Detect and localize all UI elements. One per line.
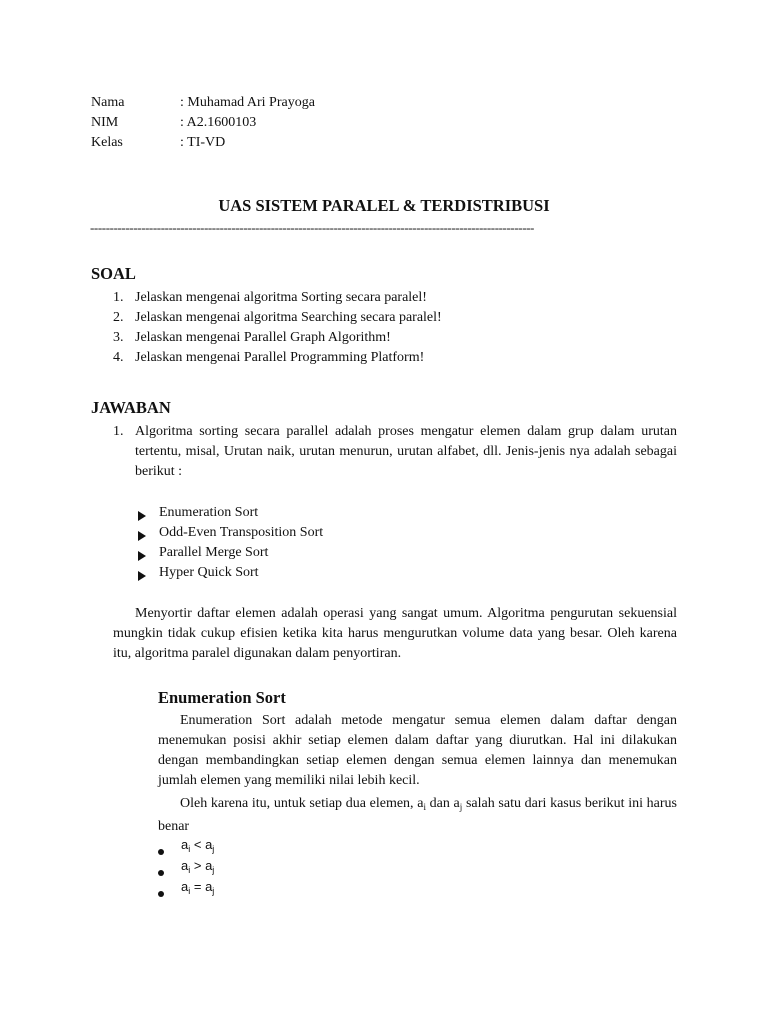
nim-value: : A2.1600103 (180, 115, 257, 130)
enumeration-cases-intro: Oleh karena itu, untuk setiap dua elemen, $a_i$ dan $a_j$ salah satu dari kasus berikut ini harus benar (158, 796, 677, 834)
answer-text: Algoritma sorting secara parallel adalah proses mengatur elemen dalam grup dalam urutan tertentu, misal, Urutan naik, urutan menurun, urutan alfabet, dll. Jenis-jenis nya adalah sebagai berikut : (135, 424, 677, 479)
bullet-icon (158, 842, 164, 860)
name-label: Nama (91, 95, 125, 110)
list-item: Odd-Even Transposition Sort (159, 525, 324, 540)
case-item: $a_i < a_j$ (181, 837, 215, 854)
nim-label: NIM (91, 115, 119, 130)
divider-line: ----------------------------------------------------------------------------------------------------------------- (90, 220, 534, 235)
list-item: Hyper Quick Sort (159, 565, 259, 580)
intro-paragraph: Menyortir daftar elemen adalah operasi yang sangat umum. Algoritma pengurutan sekuensial mungkin tidak cukup efisien ketika kita harus mengurutkan volume data yang besar. Oleh karena itu, algoritma paralel digunakan dalam penyortiran. (113, 606, 677, 661)
kelas-value: : TI-VD (180, 135, 226, 150)
answer-number: 1. (113, 424, 124, 439)
arrow-bullet-icon (138, 528, 146, 546)
kelas-label: Kelas (91, 135, 123, 150)
bullet-icon (158, 884, 164, 902)
list-item: Jelaskan mengenai Parallel Programming Platform! (135, 350, 425, 365)
soal-heading: SOAL (91, 264, 136, 283)
arrow-bullet-icon (138, 508, 146, 526)
list-item-number: 3. (113, 330, 124, 345)
name-value: : Muhamad Ari Prayoga (180, 95, 315, 110)
enumeration-heading: Enumeration Sort (158, 688, 286, 707)
arrow-bullet-icon (138, 568, 146, 586)
list-item: Jelaskan mengenai Parallel Graph Algorithm! (135, 330, 391, 345)
list-item: Parallel Merge Sort (159, 545, 269, 560)
enumeration-paragraph: Enumeration Sort adalah metode mengatur semua elemen dalam daftar dengan menemukan posisi akhir setiap elemen dalam daftar yang diurutkan. Hal ini dilakukan dengan membandingkan setiap elemen dengan semua elemen lainnya dan menemukan jumlah elemen yang memiliki nilai lebih kecil. (158, 713, 677, 788)
case-item: $a_i = a_j$ (181, 879, 215, 896)
jawaban-heading: JAWABAN (91, 398, 171, 417)
case-item: $a_i > a_j$ (181, 858, 215, 875)
list-item-number: 4. (113, 350, 124, 365)
list-item: Enumeration Sort (159, 505, 259, 520)
bullet-icon (158, 863, 164, 881)
arrow-bullet-icon (138, 548, 146, 566)
list-item-number: 1. (113, 290, 124, 305)
list-item: Jelaskan mengenai algoritma Sorting secara paralel! (135, 290, 427, 305)
page-title: UAS SISTEM PARALEL & TERDISTRIBUSI (218, 196, 550, 215)
list-item: Jelaskan mengenai algoritma Searching secara paralel! (135, 310, 442, 325)
list-item-number: 2. (113, 310, 124, 325)
